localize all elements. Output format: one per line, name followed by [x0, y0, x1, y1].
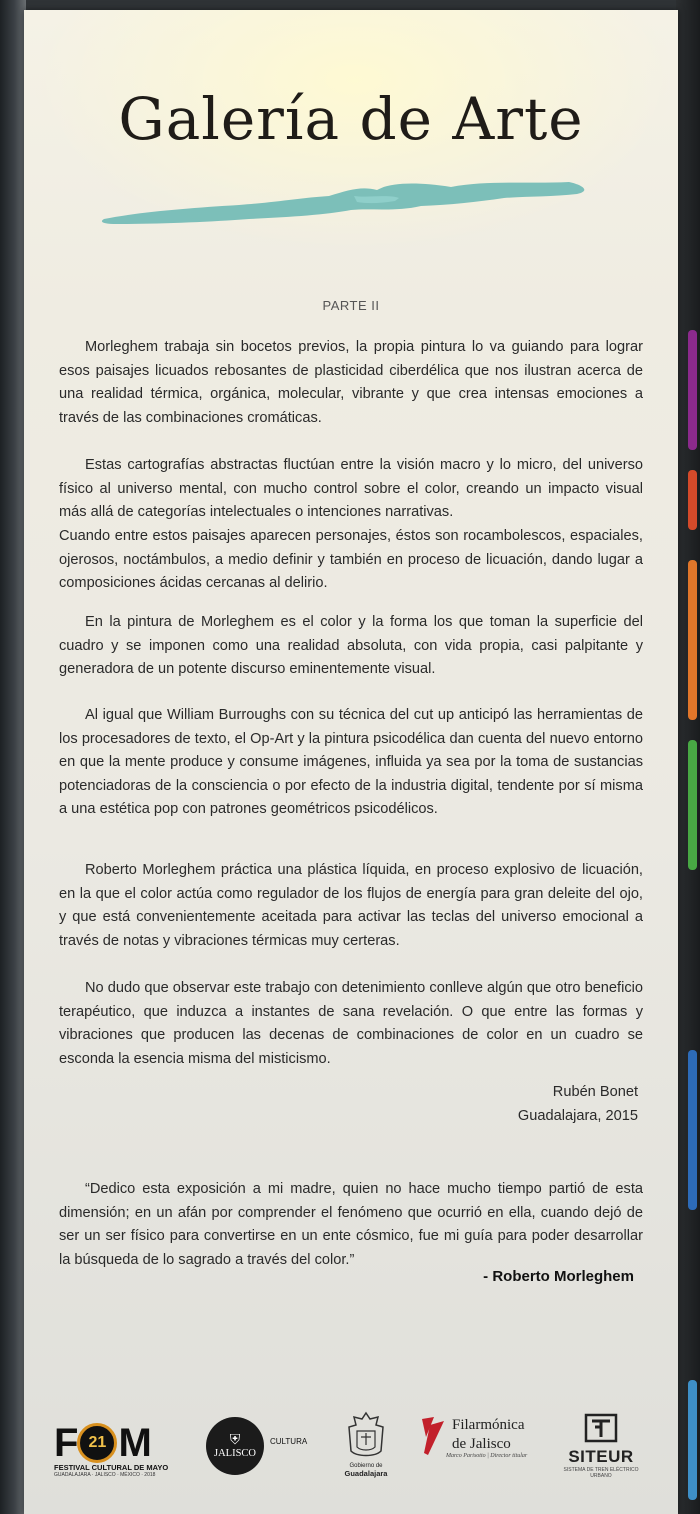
jalisco-emblem	[206, 1417, 264, 1475]
section-label: PARTE II	[322, 298, 380, 313]
filarmonica-name-line1: Filarmónica	[452, 1417, 525, 1433]
siteur-name: SITEUR	[568, 1447, 634, 1466]
fcm-letter: F	[54, 1421, 77, 1465]
guadalajara-name: Guadalajara	[344, 1469, 388, 1478]
color-stripe	[688, 560, 697, 720]
color-stripe	[688, 1050, 697, 1210]
jalisco-name: JALISCO	[213, 1447, 256, 1459]
sponsor-logos	[24, 1405, 678, 1495]
jalisco-label: CULTURA	[270, 1436, 308, 1446]
fcm-subtitle: GUADALAJARA · JALISCO · MÉXICO · 2018	[54, 1472, 156, 1478]
body-paragraph: Al igual que William Burroughs con su técnica del cut up anticipó las herramientas de los procesadores de texto, el Op-Art y la pintura psicodélica dan cuenta del nuevo entorno en que la mente produce y consume imágenes, influida ya sea por la toma de sustancias potenciadoras de la consciencia o por efecto de la industria digital, tendente por sí misma a una estética pop con patrones geométricos psicodélicos.	[59, 707, 643, 817]
teal-brushstroke-icon	[99, 172, 599, 232]
fcm-number-badge: 21	[77, 1423, 117, 1463]
color-stripe	[688, 330, 697, 450]
guadalajara-pre: Gobierno de	[349, 1463, 383, 1469]
filarmonica-mark-icon	[416, 1415, 446, 1459]
fcm-logo	[54, 1423, 184, 1478]
color-stripe	[688, 470, 697, 530]
dedication-quote: “Dedico esta exposición a mi madre, quien no hace mucho tiempo partió de esta dimensión; en un afán por comprender el fenómeno que ocurrió en ella, cuando dejó de ser un ser físico para convertirse en un ente cósmico, fue mi guía para poder desarrollar la búsqueda de lo sagrado a través del color.”	[59, 1181, 643, 1268]
guadalajara-logo	[336, 1411, 396, 1478]
display-frame-left	[0, 0, 26, 1514]
filarmonica-logo	[416, 1415, 527, 1459]
body-paragraph: Estas cartografías abstractas fluctúan entre la visión macro y lo micro, del universo físico al universo mental, con mucho control sobre el color, creando un impacto visual más allá de categorías intelectuales o intenciones narrativas.	[59, 457, 643, 520]
siteur-subtitle: SISTEMA DE TREN ELÉCTRICO URBANO	[563, 1467, 639, 1479]
body-paragraph: Cuando entre estos paisajes aparecen personajes, éstos son rocambolescos, espaciales, ojerosos, noctámbulos, a medio definir y también en proceso de licuación, dando lugar a composiciones ácidas cercanas al delirio.	[59, 528, 643, 591]
siteur-train-icon	[584, 1413, 618, 1443]
fcm-letter: M	[118, 1421, 150, 1465]
poster-title: Galería de Arte	[118, 85, 584, 153]
filarmonica-name-line2: de Jalisco	[452, 1436, 511, 1452]
body-paragraph: No dudo que observar este trabajo con detenimiento conlleve algún que otro beneficio terapéutico, que induzca a instantes de sana revelación. O que entre las formas y vibraciones que producen las decenas de combinaciones de color en un cuadro se esconda la esencia misma del misticismo.	[59, 980, 643, 1067]
color-stripe	[688, 1380, 697, 1500]
crest-icon: ⛨	[229, 1432, 241, 1448]
jalisco-cultura-logo	[206, 1417, 307, 1475]
fcm-name: FESTIVAL CULTURAL DE MAYO	[54, 1463, 169, 1472]
filarmonica-director: Marco Parisotto | Director titular	[446, 1453, 528, 1459]
signature-name: Rubén Bonet	[552, 1084, 638, 1100]
signature-place-date: Guadalajara, 2015	[517, 1108, 638, 1124]
quote-author: - Roberto Morleghem	[483, 1268, 634, 1285]
guadalajara-coat-of-arms-icon	[345, 1411, 387, 1459]
body-paragraph: Roberto Morleghem práctica una plástica líquida, en proceso explosivo de licuación, en la que el color actúa como regulador de los flujos de energía para gran deleite del ojo, y que está convenientemente aceitada para activar las teclas del universo emocional a través de notas y vibraciones térmicas muy certeras.	[59, 862, 643, 949]
body-paragraph: Morleghem trabaja sin bocetos previos, la propia pintura lo va guiando para lograr esos paisajes licuados rebosantes de plasticidad ciberdélica que nos ilustran acerca de una realidad térmica, orgánica, molecular, vibrante y que crea intensas emociones a través de las combinaciones cromáticas.	[59, 339, 643, 426]
body-paragraph: En la pintura de Morleghem es el color y la forma los que toman la superficie del cuadro y se imponen como una realidad absoluta, con vida propia, casi palpitante y generadora de un potente discurso eminentemente visual.	[59, 614, 643, 677]
color-stripe	[688, 740, 697, 870]
siteur-logo	[556, 1413, 646, 1479]
poster	[24, 10, 678, 1514]
